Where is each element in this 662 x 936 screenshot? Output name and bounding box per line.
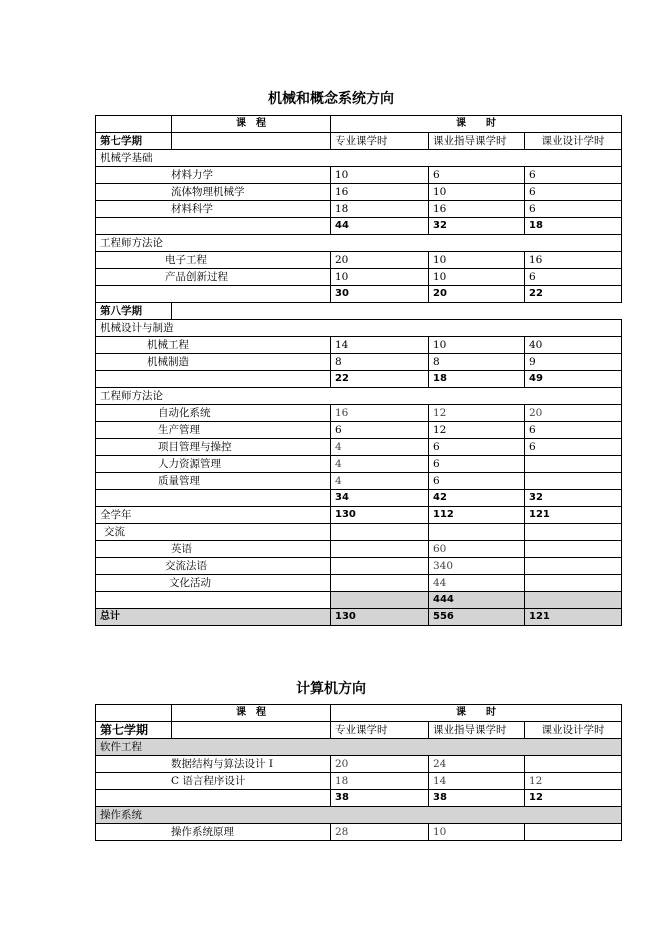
hours-professional: 10 xyxy=(331,269,429,286)
course-name: 生产管理 xyxy=(96,422,331,439)
course-name: 人力资源管理 xyxy=(96,456,331,473)
grand-total-row xyxy=(96,609,622,626)
subtotal-row xyxy=(96,286,622,303)
hours-guidance: 6 xyxy=(429,167,525,184)
hours-guidance: 16 xyxy=(429,201,525,218)
table-row xyxy=(96,405,622,422)
group-row xyxy=(96,320,622,337)
group-row xyxy=(96,235,622,252)
hours-professional: 20 xyxy=(331,252,429,269)
table-row xyxy=(96,201,622,218)
hours-design: 12 xyxy=(525,773,622,790)
course-name: 质量管理 xyxy=(96,473,331,490)
hours-professional: 18 xyxy=(331,773,429,790)
subtotal-row xyxy=(96,490,622,507)
semester-label: 第七学期 xyxy=(96,133,172,150)
group-label: 机械学基础 xyxy=(96,150,622,167)
hours-guidance: 44 xyxy=(429,575,525,592)
page-title-computer: 计算机方向 xyxy=(296,681,366,697)
group-label: 软件工程 xyxy=(96,739,622,756)
hours-design: 9 xyxy=(525,354,622,371)
course-header: 课 程 xyxy=(172,705,331,722)
hours-design: 6 xyxy=(525,167,622,184)
mechanical-course-table xyxy=(95,115,622,626)
course-name: 交流法语 xyxy=(96,558,331,575)
grand-design: 121 xyxy=(525,609,622,626)
col-label-professional: 专业课学时 xyxy=(331,133,429,150)
hours-professional: 10 xyxy=(331,167,429,184)
subtotal-design: 32 xyxy=(525,490,622,507)
col-label-guidance: 课业指导课学时 xyxy=(429,133,525,150)
hours-guidance: 8 xyxy=(429,354,525,371)
semester-label: 第七学期 xyxy=(96,722,172,739)
hours-design xyxy=(525,473,622,490)
hours-professional: 4 xyxy=(331,473,429,490)
table-row xyxy=(96,824,622,841)
hours-guidance: 10 xyxy=(429,252,525,269)
hours-guidance: 10 xyxy=(429,184,525,201)
grand-professional: 130 xyxy=(331,609,429,626)
subtotal-professional: 38 xyxy=(331,790,429,807)
subtotal-guidance: 444 xyxy=(429,592,525,609)
semester-label: 第八学期 xyxy=(96,303,172,320)
subtotal-design: 49 xyxy=(525,371,622,388)
course-name: 机械制造 xyxy=(96,354,331,371)
table-row xyxy=(96,337,622,354)
group-label: 工程师方法论 xyxy=(96,388,622,405)
table-row xyxy=(96,252,622,269)
hours-professional: 14 xyxy=(331,337,429,354)
subtotal-row xyxy=(96,371,622,388)
course-name: C 语言程序设计 xyxy=(96,773,331,790)
course-name: 项目管理与操控 xyxy=(96,439,331,456)
table-row xyxy=(96,456,622,473)
subtotal-guidance: 32 xyxy=(429,218,525,235)
group-label: 工程师方法论 xyxy=(96,235,622,252)
subtotal-design: 22 xyxy=(525,286,622,303)
table-row xyxy=(96,558,622,575)
course-name: 产品创新过程 xyxy=(96,269,331,286)
hours-guidance: 12 xyxy=(429,405,525,422)
group-row xyxy=(96,524,622,541)
hours-guidance: 24 xyxy=(429,756,525,773)
table-row xyxy=(96,422,622,439)
hours-design: 6 xyxy=(525,184,622,201)
hours-design: 40 xyxy=(525,337,622,354)
table-header-row xyxy=(96,116,622,133)
subtotal-design: 18 xyxy=(525,218,622,235)
subtotal-professional: 22 xyxy=(331,371,429,388)
subtotal-row xyxy=(96,790,622,807)
subtotal-professional: 44 xyxy=(331,218,429,235)
subtotal-guidance: 42 xyxy=(429,490,525,507)
year-design: 121 xyxy=(525,507,622,524)
subtotal-row xyxy=(96,592,622,609)
hours-guidance: 6 xyxy=(429,439,525,456)
hours-design: 20 xyxy=(525,405,622,422)
hours-professional: 4 xyxy=(331,439,429,456)
course-name: 数据结构与算法设计 I xyxy=(96,756,331,773)
subtotal-row xyxy=(96,218,622,235)
group-row xyxy=(96,807,622,824)
semester-row xyxy=(96,303,622,320)
course-name: 英语 xyxy=(96,541,331,558)
col-label-design: 课业设计学时 xyxy=(525,133,622,150)
hours-design: 6 xyxy=(525,439,622,456)
subtotal-professional: 34 xyxy=(331,490,429,507)
hours-design: 6 xyxy=(525,422,622,439)
course-name: 流体物理机械学 xyxy=(96,184,331,201)
year-guidance: 112 xyxy=(429,507,525,524)
hours-guidance: 12 xyxy=(429,422,525,439)
group-label: 交流 xyxy=(96,524,331,541)
table-row xyxy=(96,439,622,456)
table-row xyxy=(96,541,622,558)
table-row xyxy=(96,473,622,490)
hours-header: 课 时 xyxy=(331,116,622,133)
course-name: 机械工程 xyxy=(96,337,331,354)
hours-header: 课 时 xyxy=(331,705,622,722)
col-label-professional: 专业课学时 xyxy=(331,722,429,739)
year-professional: 130 xyxy=(331,507,429,524)
table-header-row xyxy=(96,705,622,722)
hours-guidance: 10 xyxy=(429,269,525,286)
hours-design: 16 xyxy=(525,252,622,269)
col-label-guidance: 课业指导课学时 xyxy=(429,722,525,739)
hours-professional: 6 xyxy=(331,422,429,439)
table-row xyxy=(96,167,622,184)
group-row xyxy=(96,150,622,167)
course-header: 课 程 xyxy=(172,116,331,133)
subtotal-professional: 30 xyxy=(331,286,429,303)
hours-professional: 8 xyxy=(331,354,429,371)
hours-professional: 20 xyxy=(331,756,429,773)
table-row xyxy=(96,575,622,592)
hours-guidance: 10 xyxy=(429,824,525,841)
hours-guidance: 340 xyxy=(429,558,525,575)
course-name: 材料科学 xyxy=(96,201,331,218)
group-label: 机械设计与制造 xyxy=(96,320,622,337)
course-name: 材料力学 xyxy=(96,167,331,184)
subtotal-guidance: 38 xyxy=(429,790,525,807)
hours-guidance: 14 xyxy=(429,773,525,790)
col-label-design: 课业设计学时 xyxy=(525,722,622,739)
semester-row xyxy=(96,722,622,739)
year-total-row xyxy=(96,507,622,524)
grand-guidance: 556 xyxy=(429,609,525,626)
subtotal-design: 12 xyxy=(525,790,622,807)
table-row xyxy=(96,269,622,286)
page-title-mechanical: 机械和概念系统方向 xyxy=(268,91,394,107)
group-label: 操作系统 xyxy=(96,807,622,824)
hours-professional: 4 xyxy=(331,456,429,473)
hours-professional: 28 xyxy=(331,824,429,841)
group-row xyxy=(96,388,622,405)
table-row xyxy=(96,184,622,201)
table-row xyxy=(96,354,622,371)
hours-design: 6 xyxy=(525,269,622,286)
grand-total-label: 总计 xyxy=(96,609,331,626)
subtotal-guidance: 18 xyxy=(429,371,525,388)
hours-guidance: 10 xyxy=(429,337,525,354)
semester-row xyxy=(96,133,622,150)
course-name: 操作系统原理 xyxy=(96,824,331,841)
hours-guidance: 6 xyxy=(429,456,525,473)
hours-professional: 18 xyxy=(331,201,429,218)
hours-professional: 16 xyxy=(331,184,429,201)
course-name: 自动化系统 xyxy=(96,405,331,422)
subtotal-guidance: 20 xyxy=(429,286,525,303)
hours-design xyxy=(525,756,622,773)
hours-design: 6 xyxy=(525,201,622,218)
group-row xyxy=(96,739,622,756)
table-row xyxy=(96,773,622,790)
computer-course-table xyxy=(95,704,622,841)
table-row xyxy=(96,756,622,773)
course-name: 文化活动 xyxy=(96,575,331,592)
course-name: 电子工程 xyxy=(96,252,331,269)
hours-professional: 16 xyxy=(331,405,429,422)
hours-design xyxy=(525,824,622,841)
year-label: 全学年 xyxy=(96,507,331,524)
hours-guidance: 6 xyxy=(429,473,525,490)
hours-design xyxy=(525,456,622,473)
hours-guidance: 60 xyxy=(429,541,525,558)
